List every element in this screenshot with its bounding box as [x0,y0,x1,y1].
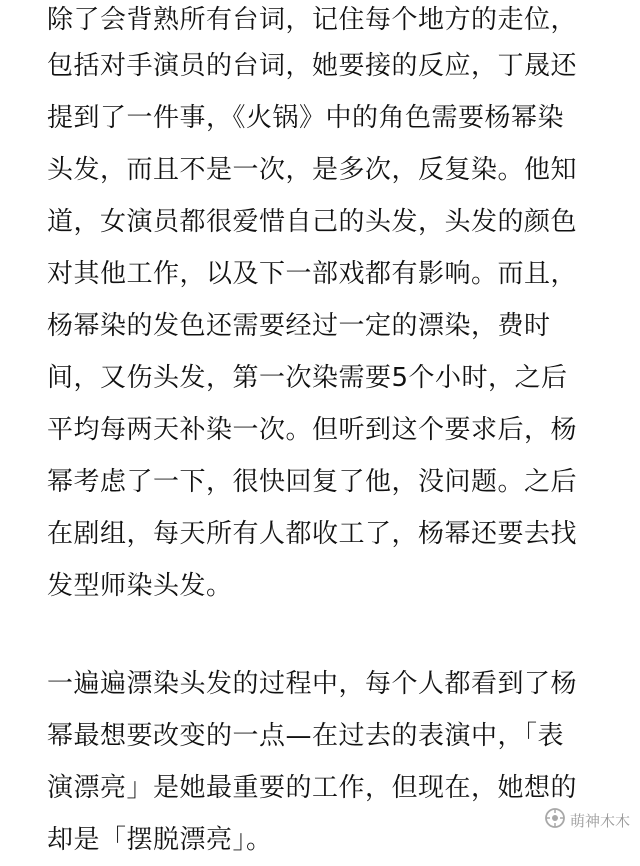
article-body [47,0,607,866]
text-line: 却是「摆脱漂亮」。 [47,825,273,855]
paragraph-spacer [47,612,607,658]
text-line: 包括对手演员的台词，她要接的反应，丁晟还 [47,51,578,81]
text-line: 杨幂染的发色还需要经过一定的漂染，费时 [47,311,551,341]
text-line: 平均每两天补染一次。但听到这个要求后，杨 [47,415,578,445]
text-line: 在剧组，每天所有人都收工了，杨幂还要去找 [47,519,578,549]
text-line: 演漂亮」是她最重要的工作，但现在，她想的 [47,773,578,803]
paragraph-1 [47,0,607,612]
text-line: 发型师染头发。 [47,571,233,601]
platform-logo-icon [544,807,566,833]
watermark-text: 萌神木木 [569,811,630,830]
text-line: 道，女演员都很爱惜自己的头发，头发的颜色 [47,207,578,237]
paragraph-2 [47,658,607,866]
text-line: 提到了一件事，《火锅》中的角色需要杨幂染 [47,103,565,133]
text-line: 幂考虑了一下，很快回复了他，没问题。之后 [47,467,578,497]
text-line: 头发，而且不是一次，是多次，反复染。他知 [47,155,578,185]
text-line: 一遍遍漂染头发的过程中，每个人都看到了杨 [47,669,578,699]
text-line: 间，又伤头发，第一次染需要5个小时，之后 [47,363,568,393]
watermark [544,807,630,833]
text-line: 对其他工作，以及下一部戏都有影响。而且， [47,259,578,289]
text-line: 除了会背熟所有台词，记住每个地方的走位， [47,5,578,35]
text-line: 幂最想要改变的一点—在过去的表演中，「表 [47,721,565,751]
